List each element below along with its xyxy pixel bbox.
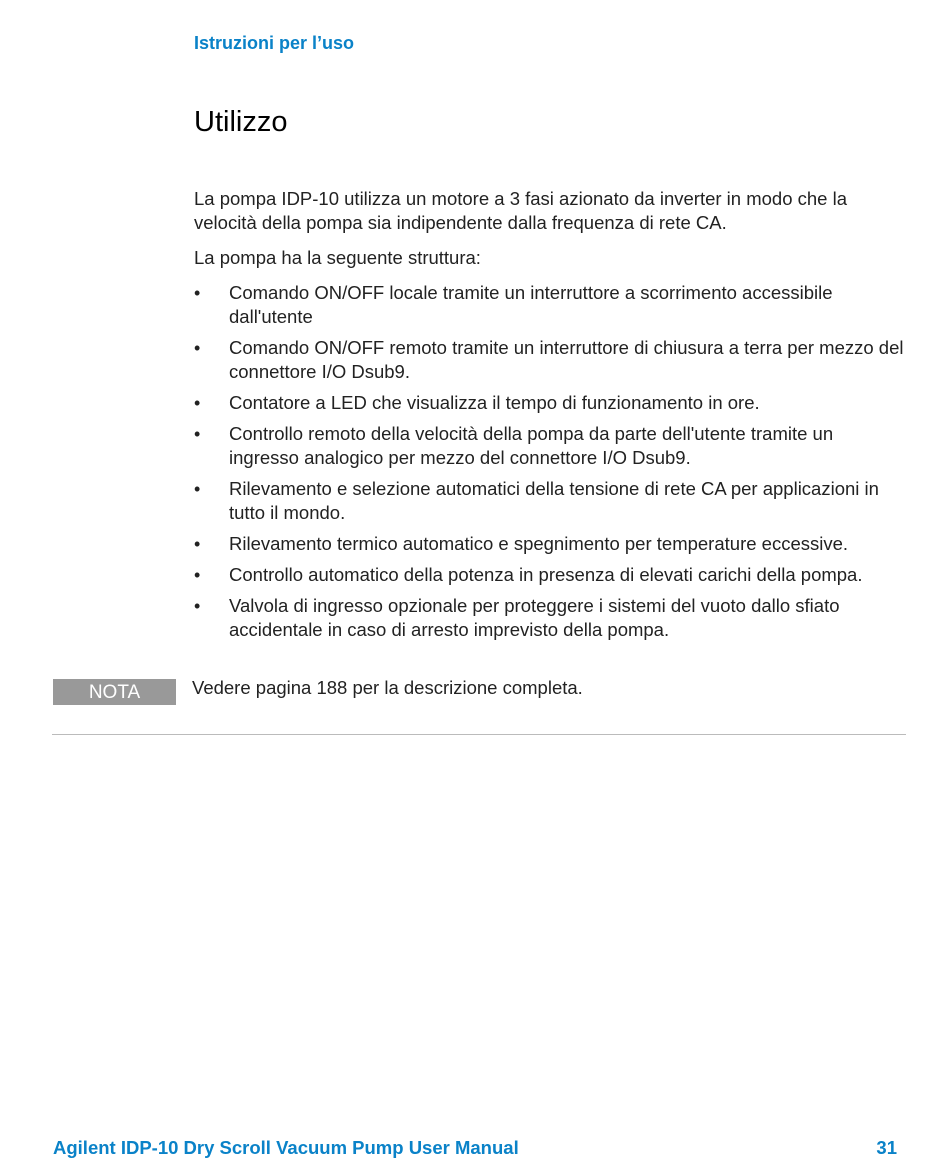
intro-paragraph: La pompa IDP-10 utilizza un motore a 3 fasi azionato da inverter in modo che la velocità della pompa sia indipendente dalla frequenza di rete CA. xyxy=(194,188,848,233)
list-item xyxy=(194,422,906,470)
list-item-text: Controllo remoto della velocità della pompa da parte dell'utente tramite un ingresso analogico per mezzo del connettore I/O Dsub9. xyxy=(229,423,834,468)
page-title: Utilizzo xyxy=(194,106,288,138)
main-content xyxy=(194,187,906,649)
list-item-text: Rilevamento termico automatico e spegnimento per temperature eccessive. xyxy=(229,533,849,554)
bullet-icon: • xyxy=(194,283,201,303)
list-item xyxy=(194,532,906,556)
bullet-icon: • xyxy=(194,338,201,358)
list-item xyxy=(194,336,906,384)
bullet-icon: • xyxy=(194,479,201,499)
structure-lead: La pompa ha la seguente struttura: xyxy=(194,247,481,268)
list-item-text: Valvola di ingresso opzionale per proteggere i sistemi del vuoto dallo sfiato accidentale in caso di arresto imprevisto della pompa. xyxy=(229,595,840,640)
list-item xyxy=(194,391,906,415)
page-number: 31 xyxy=(876,1137,897,1158)
note-text: Vedere pagina 188 per la descrizione completa. xyxy=(192,677,583,698)
bullet-icon: • xyxy=(194,534,201,554)
bullet-icon: • xyxy=(194,565,201,585)
list-item-text: Rilevamento e selezione automatici della tensione di rete CA per applicazioni in tutto il mondo. xyxy=(229,478,879,523)
note-label: NOTA xyxy=(53,679,176,705)
list-item-text: Comando ON/OFF remoto tramite un interruttore di chiusura a terra per mezzo del connettore I/O Dsub9. xyxy=(229,337,904,382)
bullet-icon: • xyxy=(194,393,201,413)
bullet-icon: • xyxy=(194,424,201,444)
list-item-text: Comando ON/OFF locale tramite un interruttore a scorrimento accessibile dall'utente xyxy=(229,282,833,327)
feature-list xyxy=(194,281,906,642)
list-item xyxy=(194,563,906,587)
running-header: Istruzioni per l’uso xyxy=(194,33,355,53)
footer-manual-title: Agilent IDP-10 Dry Scroll Vacuum Pump User Manual xyxy=(53,1137,519,1158)
list-item xyxy=(194,477,906,525)
list-item xyxy=(194,281,906,329)
bullet-icon: • xyxy=(194,596,201,616)
section-divider xyxy=(52,734,906,735)
list-item-text: Contatore a LED che visualizza il tempo di funzionamento in ore. xyxy=(229,392,760,413)
list-item-text: Controllo automatico della potenza in presenza di elevati carichi della pompa. xyxy=(229,564,863,585)
list-item xyxy=(194,594,906,642)
